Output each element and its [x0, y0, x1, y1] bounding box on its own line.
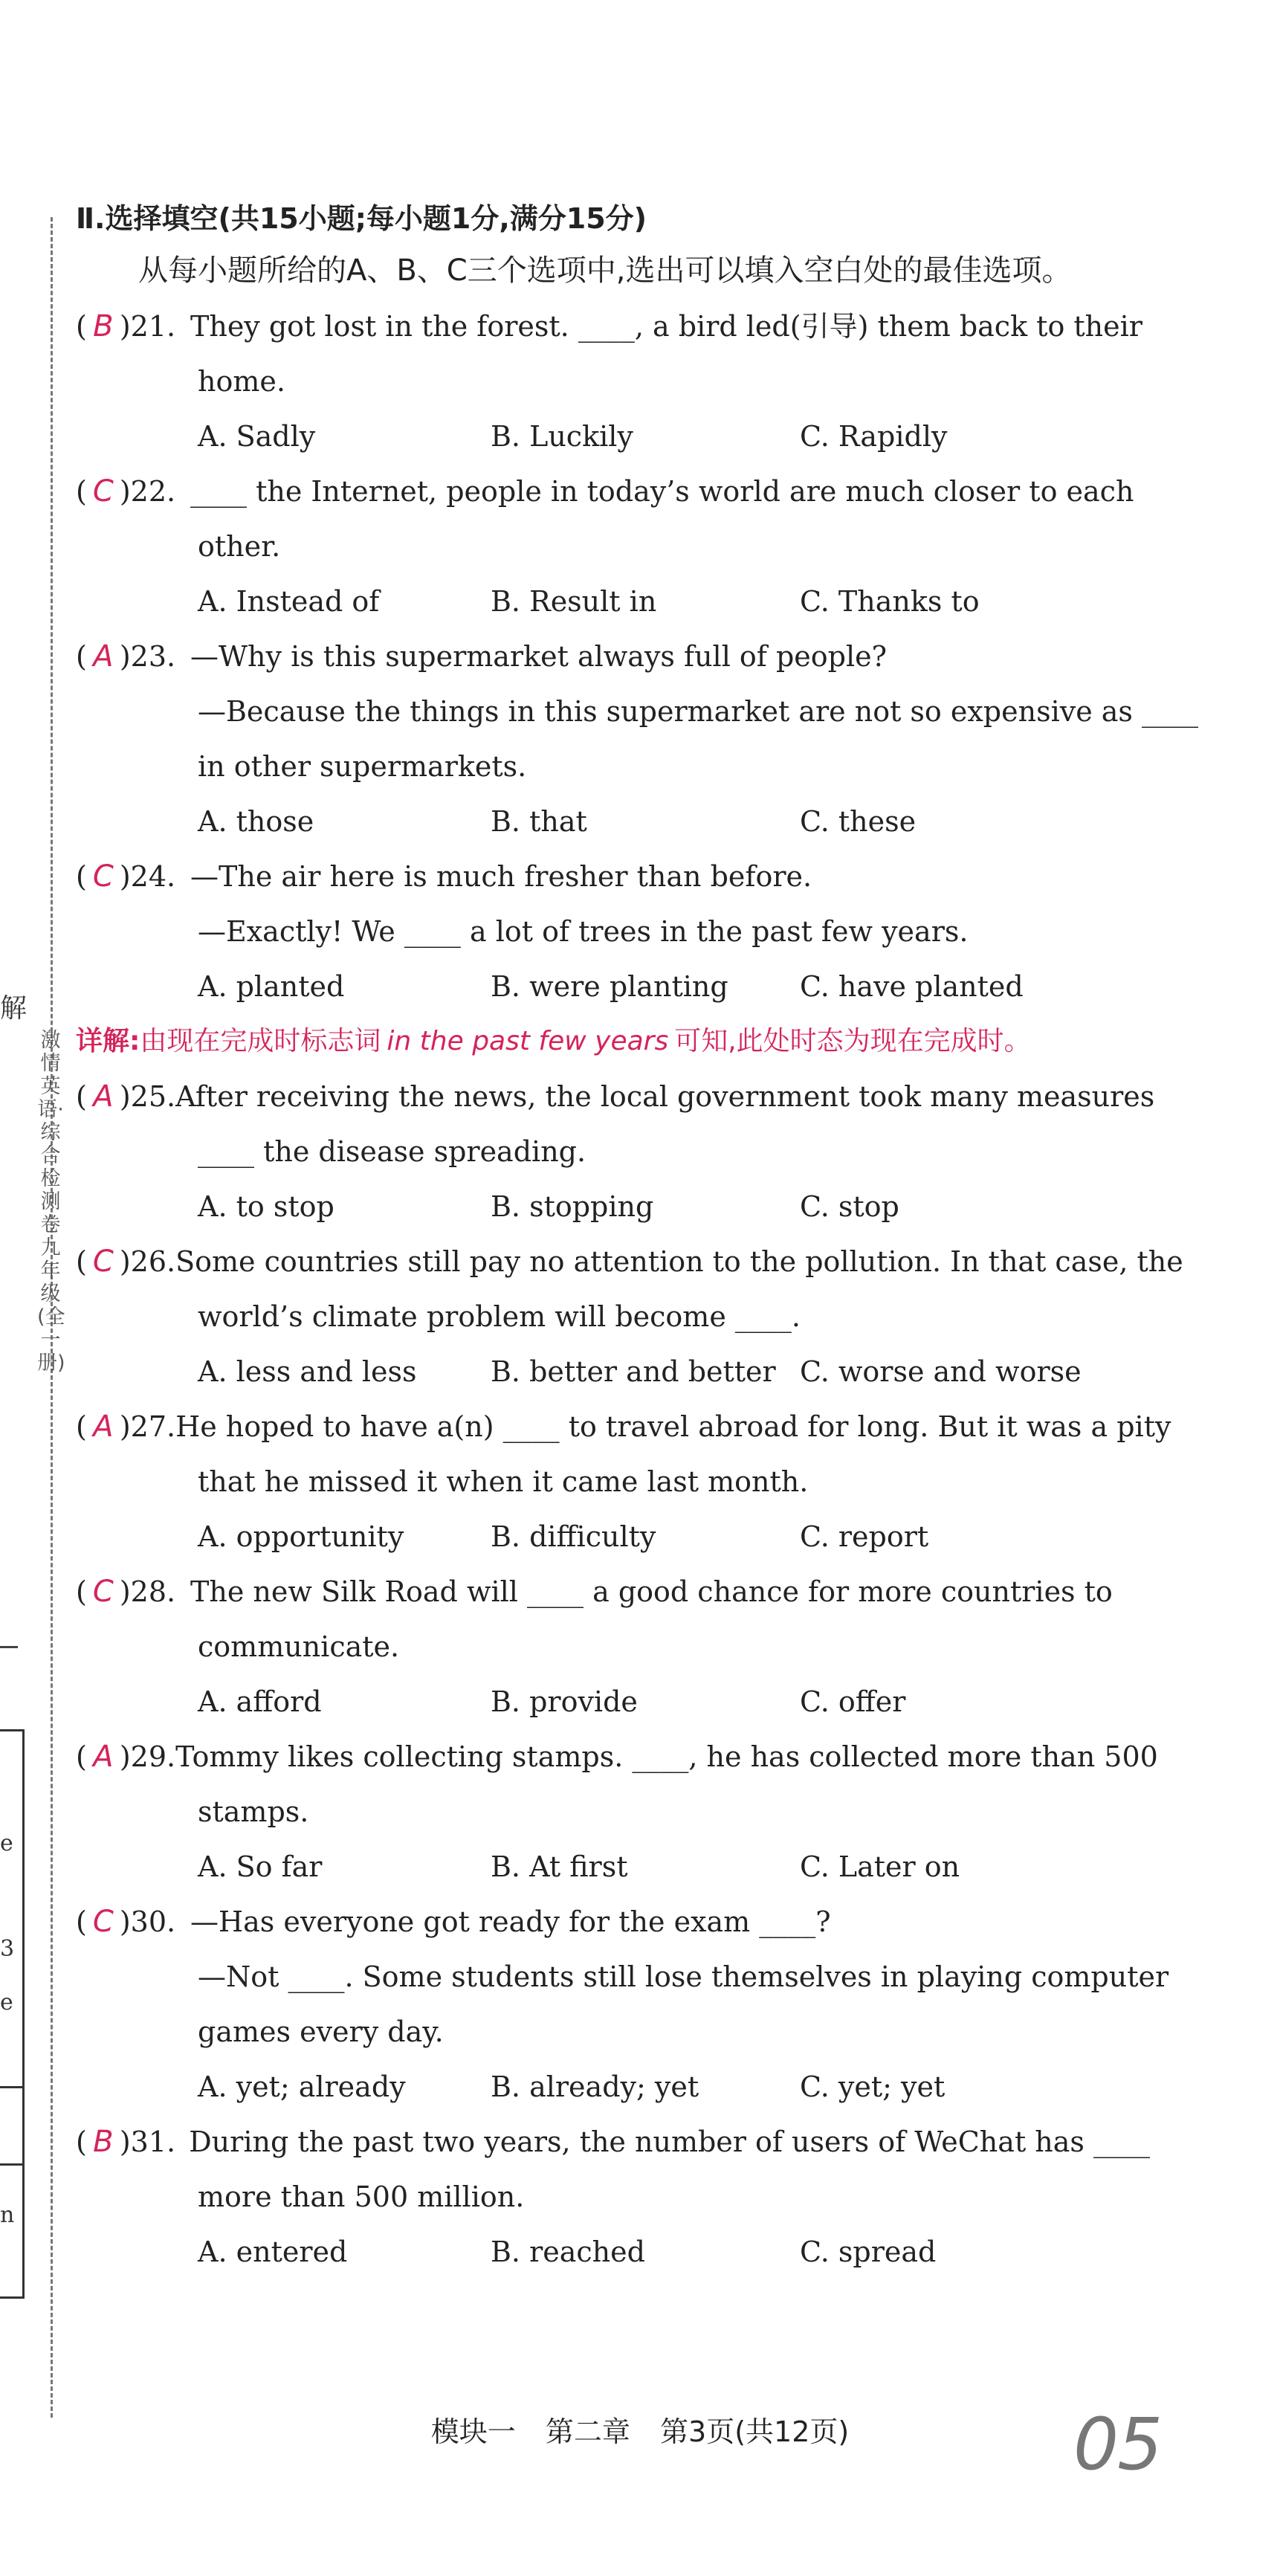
question-item	[76, 1729, 1158, 1894]
option-a: A. to stop	[198, 1190, 334, 1223]
option-a: A. planted	[198, 970, 345, 1003]
explanation-label: 详解:	[76, 1026, 140, 1056]
question-text: After receiving the news, the local government took many measures	[175, 1080, 1155, 1113]
question-number: 29.	[130, 1740, 176, 1773]
option-b: B. reached	[491, 2236, 645, 2268]
question-item	[76, 629, 1199, 849]
options-row	[76, 959, 1150, 1014]
question-text-line: in other supermarkets.	[198, 750, 527, 783]
question-text-line: —Exactly! We ____ a lot of trees in the past few years.	[198, 915, 969, 948]
option-c: C. worse and worse	[800, 1355, 1082, 1388]
question-text: Tommy likes collecting stamps. ____, he has collected more than 500	[175, 1740, 1158, 1773]
question-text-line: —Because the things in this supermarket are not so expensive as ____	[198, 695, 1199, 728]
option-b: B. provide	[491, 1685, 638, 1718]
question-stem	[76, 1069, 1155, 1124]
answer-bracket: ( B )21.	[76, 299, 190, 354]
question-number: 24.	[130, 860, 176, 893]
options-row	[76, 574, 1150, 629]
answer-mark: A	[93, 1740, 114, 1774]
options-row	[76, 2224, 1150, 2279]
question-text-line: ____ the disease spreading.	[198, 1135, 586, 1168]
option-c: C. have planted	[800, 970, 1024, 1003]
margin-box-divider	[0, 2163, 22, 2166]
answer-mark: A	[93, 639, 114, 674]
options-row	[76, 2059, 1150, 2114]
question-text-line: —Not ____. Some students still lose themselves in playing computer	[198, 1960, 1169, 1993]
answer-bracket: ( C )26.	[76, 1234, 175, 1289]
answer-bracket: ( A )29.	[76, 1729, 175, 1784]
question-stem	[76, 1234, 1183, 1289]
answer-mark: A	[93, 1410, 114, 1444]
question-text-line: games every day.	[198, 2015, 444, 2048]
question-stem	[76, 464, 1150, 519]
question-stem	[76, 299, 1150, 354]
answer-bracket: ( C )24.	[76, 849, 190, 904]
question-text-line: world’s climate problem will become ____.	[198, 1300, 801, 1333]
question-number: 21.	[130, 310, 176, 343]
question-number: 26.	[130, 1245, 176, 1278]
margin-letter: e	[0, 1830, 13, 1856]
margin-dash	[0, 1646, 18, 1648]
option-a: A. opportunity	[198, 1520, 404, 1553]
footer-module: 模块一	[430, 2415, 516, 2448]
options-row	[76, 794, 1150, 849]
question-number: 30.	[130, 1905, 176, 1938]
option-b: B. Luckily	[491, 420, 633, 453]
answer-mark: C	[92, 474, 114, 509]
question-number: 28.	[130, 1575, 176, 1608]
question-item	[76, 464, 1150, 629]
option-c: C. these	[800, 805, 917, 838]
option-b: B. already; yet	[491, 2070, 699, 2103]
footer-page: 第3页(共12页)	[660, 2415, 850, 2448]
answer-mark: B	[93, 309, 114, 343]
question-item	[76, 2114, 1150, 2279]
question-stem	[76, 629, 1150, 684]
answer-bracket: ( C )30.	[76, 1894, 190, 1949]
margin-book-title: 激情英语·综合检测卷九年级(全一册)	[37, 1029, 65, 1375]
option-c: C. Later on	[800, 1850, 960, 1883]
question-section	[76, 195, 1199, 2279]
margin-cut-char: 解	[0, 993, 28, 1024]
section-instruction: 从每小题所给的A、B、C三个选项中,选出可以填入空白处的最佳选项。	[138, 254, 1072, 288]
question-text: The new Silk Road will ____ a good chance for more countries to	[190, 1575, 1113, 1608]
answer-mark: C	[92, 859, 114, 894]
option-b: B. Result in	[491, 585, 657, 618]
question-text: ____ the Internet, people in today’s world are much closer to each	[190, 475, 1134, 508]
question-text-line: more than 500 million.	[198, 2180, 525, 2213]
question-stem	[76, 1564, 1150, 1619]
answer-mark: C	[92, 1905, 114, 1939]
question-number: 27.	[130, 1410, 176, 1443]
question-number: 31.	[130, 2125, 176, 2158]
question-text: During the past two years, the number of users of WeChat has ____	[189, 2125, 1150, 2158]
question-text-line: other.	[198, 530, 281, 563]
answer-bracket: ( A )23.	[76, 629, 190, 684]
question-text: Some countries still pay no attention to the pollution. In that case, the	[175, 1245, 1183, 1278]
option-b: B. that	[491, 805, 587, 838]
footer-chapter: 第二章	[545, 2415, 630, 2448]
option-a: A. entered	[198, 2236, 348, 2268]
question-text-line: communicate.	[198, 1630, 400, 1663]
option-a: A. yet; already	[198, 2070, 406, 2103]
question-text: —Why is this supermarket always full of people?	[190, 640, 887, 673]
answer-bracket: ( C )28.	[76, 1564, 190, 1619]
section-title: Ⅱ.选择填空(共15小题;每小题1分,满分15分)	[76, 202, 647, 235]
answer-bracket: ( C )22.	[76, 464, 190, 519]
option-a: A. those	[198, 805, 314, 838]
option-c: C. spread	[800, 2236, 937, 2268]
answer-bracket: ( A )27.	[76, 1399, 175, 1454]
question-stem	[76, 849, 1150, 904]
option-a: A. So far	[198, 1850, 323, 1883]
question-item	[76, 299, 1150, 464]
options-row	[76, 1179, 1150, 1234]
options-row	[76, 1674, 1150, 1729]
margin-box-divider	[0, 2086, 22, 2088]
option-a: A. Sadly	[198, 420, 316, 453]
option-c: C. offer	[800, 1685, 906, 1718]
question-text: They got lost in the forest. ____, a bird led(引导) them back to their	[190, 310, 1142, 343]
answer-mark: B	[93, 2125, 114, 2159]
option-a: A. afford	[198, 1685, 322, 1718]
option-b: B. difficulty	[491, 1520, 656, 1553]
question-text: —Has everyone got ready for the exam ____?	[190, 1905, 831, 1938]
explanation-keyword: in the past few years	[387, 1026, 669, 1056]
answer-mark: C	[92, 1245, 114, 1279]
answer-mark: C	[92, 1575, 114, 1609]
options-row	[76, 409, 1150, 464]
question-number: 22.	[130, 475, 176, 508]
answer-mark: A	[93, 1079, 114, 1114]
option-a: A. Instead of	[198, 585, 380, 618]
answer-bracket: ( A )25.	[76, 1069, 175, 1124]
option-b: B. better and better	[491, 1355, 776, 1388]
question-item	[76, 1894, 1169, 2114]
question-item	[76, 1234, 1183, 1399]
margin-letter: 3	[0, 1936, 15, 1962]
question-item	[76, 1564, 1150, 1729]
options-row	[76, 1839, 1150, 1894]
question-text: —The air here is much fresher than before.	[190, 860, 812, 893]
question-item	[76, 1399, 1171, 1564]
question-item	[76, 849, 1150, 1014]
question-stem	[76, 1894, 1150, 1949]
margin-letter: n	[0, 2202, 15, 2228]
answer-bracket: ( B )31.	[76, 2114, 189, 2169]
option-c: C. stop	[800, 1190, 899, 1223]
question-text-line: home.	[198, 365, 285, 398]
question-text-line: stamps.	[198, 1795, 309, 1828]
question-stem	[76, 2114, 1150, 2169]
options-row	[76, 1344, 1150, 1399]
options-row	[76, 1509, 1150, 1564]
option-c: C. Thanks to	[800, 585, 980, 618]
question-text: He hoped to have a(n) ____ to travel abroad for long. But it was a pity	[175, 1410, 1171, 1443]
margin-letter: e	[0, 1989, 13, 2015]
explanation-text: 可知,此处时态为现在完成时。	[674, 1026, 1031, 1056]
question-text-line: that he missed it when it came last month.	[198, 1465, 809, 1498]
explanation-text: 由现在完成时标志词	[140, 1026, 381, 1056]
question-number: 25.	[130, 1080, 176, 1113]
option-c: C. report	[800, 1520, 929, 1553]
option-b: B. At first	[491, 1850, 628, 1883]
question-item	[76, 1069, 1155, 1234]
explanation-note	[76, 1014, 1150, 1069]
option-b: B. were planting	[491, 970, 728, 1003]
option-b: B. stopping	[491, 1190, 654, 1223]
option-a: A. less and less	[198, 1355, 417, 1388]
question-list	[76, 299, 1199, 2279]
question-stem	[76, 1399, 1171, 1454]
option-c: C. Rapidly	[800, 420, 948, 453]
question-stem	[76, 1729, 1158, 1784]
page-number: 05	[1073, 2403, 1162, 2486]
option-c: C. yet; yet	[800, 2070, 946, 2103]
question-number: 23.	[130, 640, 176, 673]
